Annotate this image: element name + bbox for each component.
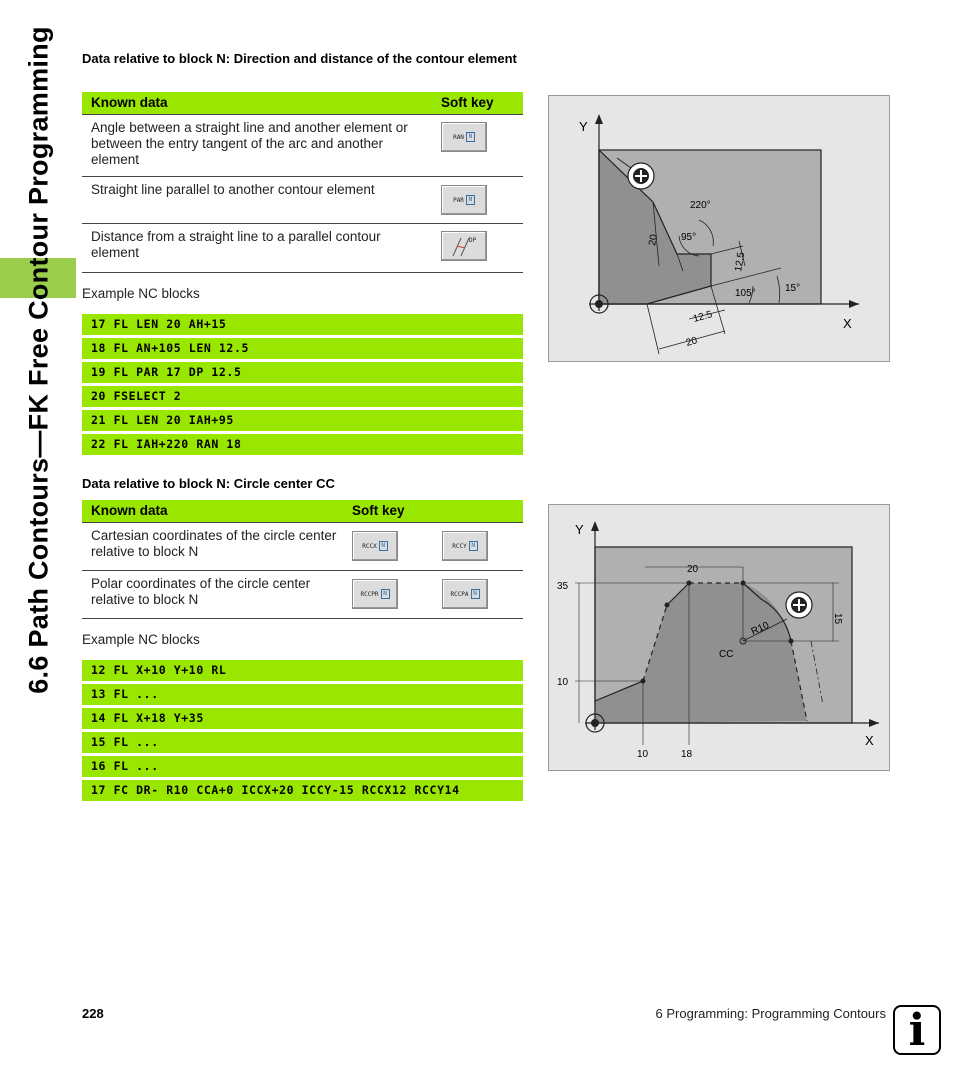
section1-title: Data relative to block N: Direction and distance of the contour element: [82, 51, 517, 66]
nc-block: 22 FL IAH+220 RAN 18: [82, 434, 523, 455]
r10-label: R10: [749, 619, 771, 638]
table-row: [82, 115, 523, 177]
softkey-ran[interactable]: RAN N: [441, 122, 487, 152]
angle-105-label: 105°: [735, 288, 756, 299]
section2-table: [82, 500, 523, 619]
page-number: 228: [82, 1006, 104, 1021]
nc-block: 21 FL LEN 20 IAH+95: [82, 410, 523, 431]
x18-label: 18: [681, 749, 693, 760]
y10-label: 10: [557, 677, 569, 688]
dp-icon: [449, 234, 479, 258]
info-icon: i: [893, 1005, 941, 1055]
table-row: [82, 224, 523, 273]
x10-label: 10: [637, 749, 649, 760]
nc-block: 18 FL AN+105 LEN 12.5: [82, 338, 523, 359]
header-known-data: Known data: [91, 503, 168, 518]
angle-95-label: 95°: [681, 232, 697, 243]
softkey-rccy[interactable]: RCCY N: [442, 531, 488, 561]
dim-12-5-label: 12.5: [733, 251, 748, 273]
chapter-side-title: 6.6 Path Contours—FK Free Contour Programming: [23, 26, 54, 694]
figure1-drawing: [549, 96, 889, 361]
row-description: Angle between a straight line and another element or between the entry tangent of the arc and another element: [91, 120, 408, 167]
table-row: [82, 177, 523, 224]
footer-chapter: 6 Programming: Programming Contours: [655, 1006, 886, 1021]
table-header: [82, 92, 523, 115]
row-description: Cartesian coordinates of the circle center relative to block N: [91, 528, 337, 559]
dim-15-label: 15: [832, 613, 843, 625]
row-description: Straight line parallel to another contour element: [91, 182, 375, 197]
x-axis-label: X: [865, 733, 874, 748]
softkey-rccx[interactable]: RCCX N: [352, 531, 398, 561]
x-axis-label: X: [843, 316, 852, 331]
y-axis-label: Y: [575, 522, 584, 537]
table-row: [82, 571, 523, 619]
nc-block: 13 FL ...: [82, 684, 523, 705]
section1-table: [82, 92, 523, 273]
nc-block: 14 FL X+18 Y+35: [82, 708, 523, 729]
dim-20-label: 20: [647, 233, 660, 247]
angle-220-label: 220°: [690, 200, 711, 211]
nc-block: 15 FL ...: [82, 732, 523, 753]
header-known-data: Known data: [91, 95, 168, 110]
softkey-rccpr[interactable]: RCCPR N: [352, 579, 398, 609]
nc-block: 20 FSELECT 2: [82, 386, 523, 407]
dim-12-5-bottom-label: 12.5: [691, 309, 714, 325]
example-label: Example NC blocks: [82, 632, 200, 647]
row-description: Polar coordinates of the circle center relative to block N: [91, 576, 311, 607]
nc-block: 17 FL LEN 20 AH+15: [82, 314, 523, 335]
nc-block: 17 FC DR- R10 CCA+0 ICCX+20 ICCY-15 RCCX12 RCCY14: [82, 780, 523, 801]
cc-label: CC: [719, 649, 734, 660]
example-label: Example NC blocks: [82, 286, 200, 301]
svg-text:DP: DP: [469, 237, 477, 244]
figure2-drawing: [549, 505, 889, 770]
row-description: Distance from a straight line to a parallel contour element: [91, 229, 381, 260]
softkey-dp[interactable]: [441, 231, 487, 261]
header-soft-key: Soft key: [352, 503, 405, 518]
figure-circle-center: [548, 504, 890, 771]
dim-20-label: 20: [687, 564, 699, 575]
nc-block: 12 FL X+10 Y+10 RL: [82, 660, 523, 681]
y35-label: 35: [557, 581, 569, 592]
table-row: [82, 523, 523, 571]
section2-title: Data relative to block N: Circle center CC: [82, 476, 335, 491]
table-header: [82, 500, 523, 523]
softkey-par[interactable]: PAR N: [441, 185, 487, 215]
figure-direction-distance: [548, 95, 890, 362]
dim-20-bottom-label: 20: [684, 335, 699, 349]
angle-15-label: 15°: [785, 283, 801, 294]
softkey-rccpa[interactable]: RCCPA N: [442, 579, 488, 609]
nc-block: 16 FL ...: [82, 756, 523, 777]
nc-block: 19 FL PAR 17 DP 12.5: [82, 362, 523, 383]
y-axis-label: Y: [579, 119, 588, 134]
header-soft-key: Soft key: [441, 95, 494, 110]
